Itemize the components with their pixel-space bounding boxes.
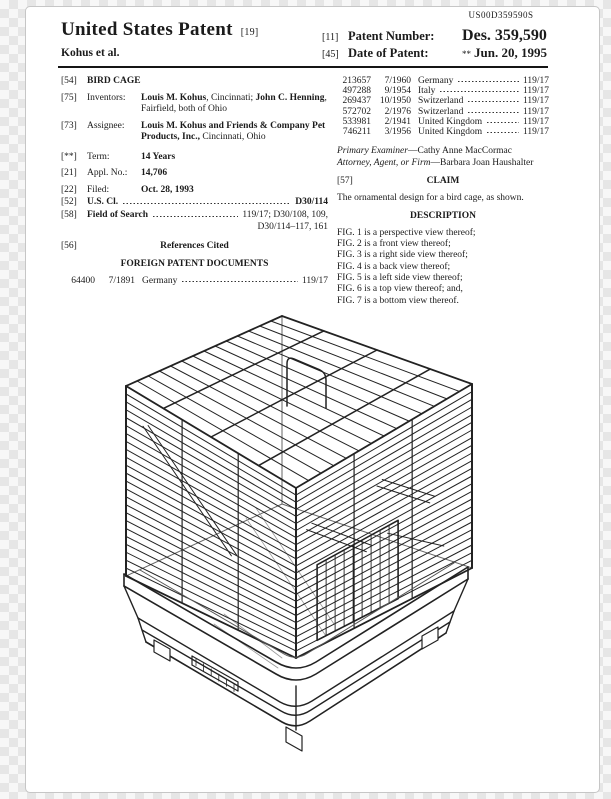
ref-number: 269437 — [342, 96, 371, 107]
ref-country: Switzerland — [418, 96, 464, 107]
patent-title-text: United States Patent — [61, 19, 233, 40]
field-of-search-value-1: 119/17; D30/108, 109, — [242, 209, 328, 220]
inventors-field — [61, 93, 328, 116]
dot-leader — [486, 127, 519, 135]
date-value: Jun. 20, 1995 — [474, 45, 547, 60]
appl-no-value: 14,706 — [141, 168, 168, 178]
references-cited-bracket: [56] — [61, 240, 77, 251]
ref-date: 7/1960 — [384, 76, 411, 86]
field-of-search-value-2: D30/114–117, 161 — [257, 222, 328, 232]
ref-number: 572702 — [342, 106, 371, 117]
description-line: FIG. 6 is a top view thereof; and, — [337, 284, 463, 295]
barcode-number: US00D359590S — [468, 10, 534, 20]
ref-country: Italy — [418, 86, 436, 97]
patent-page — [25, 6, 600, 793]
kind-code: [19] — [240, 27, 259, 38]
ref-date: 2/1941 — [384, 116, 411, 127]
ref-class: 119/17 — [522, 86, 549, 97]
us-cl-bracket: [52] — [61, 197, 77, 207]
title-field — [61, 76, 328, 88]
title-field-bracket: [54] — [61, 76, 77, 86]
ref-country: United Kingdom — [418, 116, 483, 127]
attorney-line: Attorney, Agent, or Firm—Barbara Joan Haushalter — [337, 157, 534, 168]
description-line: FIG. 1 is a perspective view thereof; — [337, 227, 476, 238]
inventors-label: Inventors: — [87, 92, 126, 103]
appl-no-field — [61, 168, 328, 180]
ref-number: 533981 — [342, 116, 371, 127]
us-cl-value: D30/114 — [295, 197, 328, 207]
date-of-patent-row — [322, 45, 547, 61]
assignee-field — [61, 121, 328, 144]
ref-class: 119/17 — [522, 106, 549, 117]
claim-heading-row — [337, 176, 549, 188]
inventors-value: Louis M. Kohus, Cincinnati; John C. Henning, Fairfield, both of Ohio — [141, 92, 327, 114]
ref-date: 10/1950 — [379, 96, 411, 107]
ref-number: 497288 — [342, 86, 371, 97]
foreign-ref-row — [337, 86, 549, 96]
references-cited-heading-row — [61, 241, 328, 253]
ref-class: 119/17 — [301, 275, 328, 286]
dot-leader — [467, 96, 519, 104]
dot-leader — [181, 276, 298, 284]
term-value: 14 Years — [141, 151, 176, 162]
filed-bracket: [22] — [61, 184, 77, 195]
assignee-bracket: [73] — [61, 120, 77, 131]
ref-country: Germany — [142, 275, 178, 286]
foreign-ref-row — [337, 96, 549, 106]
patent-number-row — [322, 27, 547, 45]
double-asterisk-mark: ** — [462, 49, 472, 59]
examiner-line: Primary Examiner—Cathy Anne MacCormac — [337, 146, 512, 157]
description-heading: DESCRIPTION — [410, 211, 476, 222]
ref-country: Germany — [418, 76, 454, 86]
patent-number-bracket: [11] — [322, 32, 339, 43]
foreign-ref-row — [337, 127, 549, 137]
description-line: FIG. 3 is a right side view thereof; — [337, 250, 468, 261]
dot-leader — [467, 107, 519, 115]
ref-class: 119/17 — [522, 76, 549, 86]
header-right — [322, 19, 547, 61]
ref-date: 9/1954 — [384, 86, 411, 97]
field-of-search-field — [61, 210, 328, 222]
description-line: FIG. 2 is a front view thereof; — [337, 239, 451, 250]
ref-class: 119/17 — [522, 96, 549, 107]
patent-number-value: Des. 359,590 — [462, 27, 547, 44]
foreign-patents-heading-left: FOREIGN PATENT DOCUMENTS — [120, 259, 269, 269]
invention-title: BIRD CAGE — [87, 76, 141, 86]
inventors-bracket: [75] — [61, 92, 77, 103]
dot-leader — [486, 117, 519, 125]
patent-title — [61, 19, 259, 41]
claim-heading: CLAIM — [426, 176, 460, 187]
assignee-value: Louis M. Kohus and Friends & Company Pet Products, Inc., Cincinnati, Ohio — [141, 120, 326, 142]
header-left — [61, 19, 259, 61]
references-cited-heading: References Cited — [160, 240, 229, 251]
dot-leader — [457, 76, 519, 84]
appl-no-label: Appl. No.: — [87, 168, 128, 178]
appl-no-bracket: [21] — [61, 168, 77, 178]
ref-number: 64400 — [71, 275, 95, 286]
foreign-ref-row — [337, 117, 549, 127]
foreign-ref-row — [61, 276, 328, 286]
claim-bracket: [57] — [337, 176, 353, 187]
ref-country: United Kingdom — [418, 127, 483, 138]
date-label: Date of Patent: — [348, 46, 429, 60]
patent-number-label: Patent Number: — [348, 29, 435, 43]
ref-class: 119/17 — [522, 116, 549, 127]
ref-number: 746211 — [342, 127, 371, 138]
ref-date: 7/1891 — [108, 275, 135, 286]
left-column — [61, 76, 328, 307]
description-line: FIG. 4 is a back view thereof; — [337, 261, 451, 272]
assignee-label: Assignee: — [87, 120, 125, 131]
us-cl-field — [61, 197, 328, 209]
field-of-search-bracket: [58] — [61, 209, 77, 220]
ref-class: 119/17 — [522, 127, 549, 138]
term-label: Term: — [87, 151, 110, 162]
bibliographic-columns — [26, 68, 599, 307]
foreign-ref-row — [337, 76, 549, 86]
term-bracket: [**] — [61, 151, 77, 162]
description-line: FIG. 7 is a bottom view thereof. — [337, 295, 459, 306]
bird-cage-figure — [96, 306, 486, 781]
us-cl-label: U.S. Cl. — [87, 197, 119, 207]
dot-leader — [439, 86, 519, 94]
ref-country: Switzerland — [418, 106, 464, 117]
field-of-search-label: Field of Search — [87, 209, 149, 220]
authors-line: Kohus et al. — [61, 47, 120, 59]
filed-field — [61, 185, 328, 197]
dot-leader — [122, 197, 291, 207]
description-line: FIG. 5 is a left side view thereof; — [337, 272, 463, 283]
term-field — [61, 152, 328, 164]
filed-label: Filed: — [87, 184, 110, 195]
dot-leader — [152, 210, 238, 220]
right-column — [337, 76, 549, 307]
foreign-ref-row — [337, 107, 549, 117]
ref-number: 213657 — [342, 76, 371, 86]
ref-date: 2/1976 — [384, 106, 411, 117]
filed-value: Oct. 28, 1993 — [141, 184, 194, 195]
ref-date: 3/1956 — [384, 127, 411, 138]
date-bracket: [45] — [322, 49, 339, 60]
claim-text: The ornamental design for a bird cage, as shown. — [337, 192, 524, 203]
